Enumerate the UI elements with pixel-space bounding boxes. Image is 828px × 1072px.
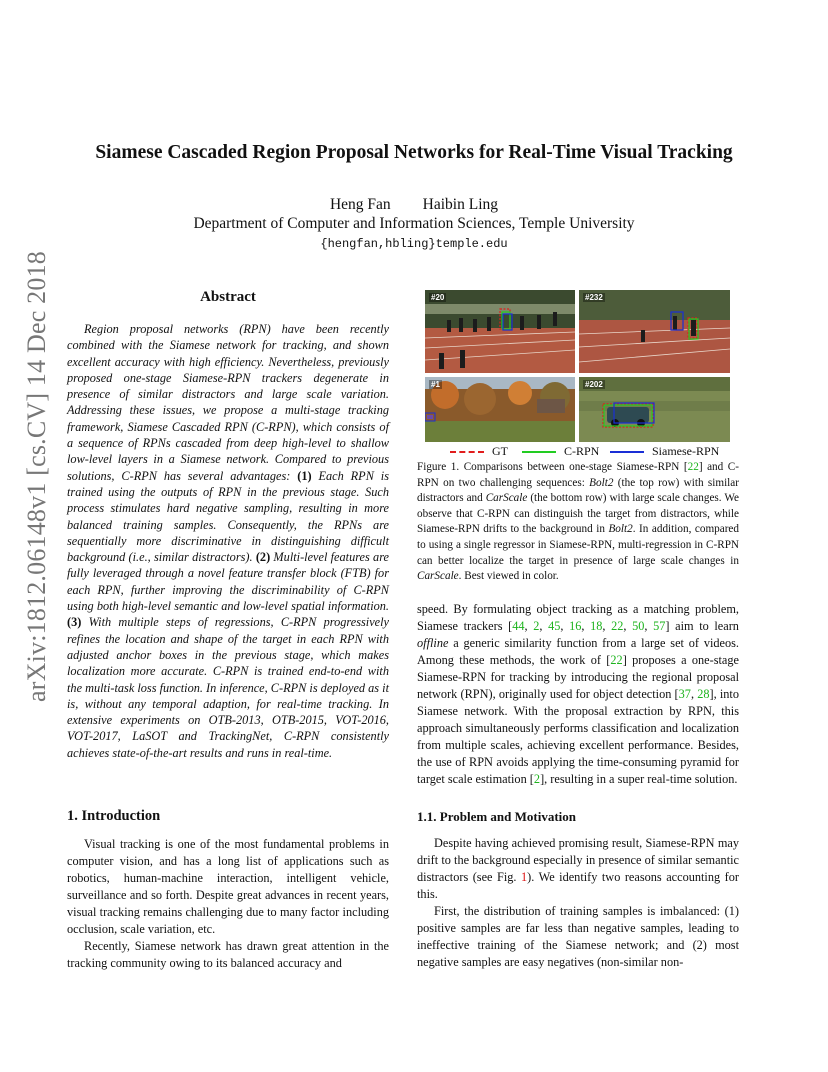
tracking-frame-image: [579, 290, 730, 373]
legend-line-solid: [610, 451, 644, 453]
right-column-text: [417, 601, 739, 788]
frame-number: #20: [431, 293, 445, 302]
abstract-heading: Abstract: [200, 289, 256, 305]
citation-link[interactable]: 57: [653, 619, 666, 633]
tracking-frame-image: [425, 290, 575, 373]
affiliation: Department of Computer and Information Sciences, Temple University: [193, 215, 635, 232]
text-span: ], into Siamese network. With the proposal extraction by RPN, this approach simultaneously performs classification and localization from multiple scales, achieving excellent performance. Besides, the use of RPN avoids applying the time-consuming pyramid for target scale estimation [: [417, 687, 739, 786]
figure-1: [425, 290, 730, 442]
abstract-span: Region proposal networks (RPN) have been recently combined with the Siamese network for tracking, and shown excellent accuracy with high efficiency. Nevertheless, previously proposed one-stage Siamese-RPN trackers degenerate in presence of similar distractors and large scale variation. Addressing these issues, we propose a multi-stage tracking framework, Siamese Cascaded RPN (C-RPN), which consists of a sequence of RPNs cascaded from deep high-level to shallow low-level layers in a Siamese network. Compared to previous solutions, C-RPN has several advantages:: [67, 322, 389, 483]
citation-link[interactable]: 18: [590, 619, 603, 633]
text-emphasis: offline: [417, 636, 449, 650]
legend-label: C-RPN: [564, 444, 600, 458]
section-heading-introduction: 1. Introduction: [67, 808, 161, 824]
introduction-text: [67, 836, 389, 972]
email[interactable]: {hengfan,hbling}temple.edu: [320, 237, 508, 251]
citation-link[interactable]: 22: [610, 653, 623, 667]
text-span: a generic similarity function from a large set of videos. Among these methods, the work of [: [417, 636, 739, 667]
caption-span: Figure 1. Comparisons between one-stage Siamese-RPN [: [417, 461, 688, 473]
caption-span: (the bottom row) with large scale changes. We observe that C-RPN can distinguish the target from distractors, while Siamese-RPN drifts to the background in: [417, 492, 739, 536]
citation-link[interactable]: 28: [697, 687, 710, 701]
citation-link[interactable]: 50: [632, 619, 645, 633]
text-span: speed. By formulating object tracking as a matching problem, Siamese trackers [: [417, 602, 739, 633]
caption-emphasis: Bolt2: [608, 523, 633, 536]
paragraph: First, the distribution of training samples is imbalanced: (1) positive samples are far less than negative samples, leading to ineffective training of the Siamese network; and (2) most negative samples are easy negatives (non-similar non-: [417, 904, 739, 969]
legend-label: Siamese-RPN: [652, 444, 720, 458]
figure-link[interactable]: 1: [520, 870, 528, 884]
abstract-span: Each RPN is trained using the outputs of RPN in the previous stage. Such process stimulates hard negative sampling, resulting in more balanced training samples. Consequently, the RPNs are sequentially more discriminative in distinguishing difficult background (i.e., similar distractors).: [67, 468, 390, 565]
frame-number: #232: [585, 293, 603, 302]
citation-link[interactable]: 45: [548, 619, 561, 633]
legend-label: GT: [492, 444, 508, 458]
author-name: Heng Fan: [329, 196, 391, 213]
caption-span: ] and C-RPN on two challenging sequences:: [417, 461, 739, 489]
authors: [0, 196, 828, 214]
subsection-heading: 1.1. Problem and Motivation: [417, 809, 577, 824]
citation-link[interactable]: 22: [611, 619, 624, 633]
text-span: ] aim to learn: [665, 619, 739, 633]
legend-line-dashed: [450, 451, 484, 453]
text-span: Despite having achieved promising result, Siamese-RPN may drift to the background especially in presence of similar semantic distractors (see Fig.: [417, 836, 739, 884]
citation-link[interactable]: 44: [512, 619, 525, 633]
caption-emphasis: CarScale: [417, 570, 459, 583]
legend-item-crpn: [522, 444, 599, 459]
paragraph: Recently, Siamese network has drawn great attention in the tracking community owing to its balanced accuracy and: [67, 939, 389, 970]
frame-number: #202: [585, 380, 603, 389]
caption-span: (the top row) with similar distractors and: [417, 476, 739, 505]
figure-caption: [417, 460, 739, 585]
frame-number: #1: [431, 380, 440, 389]
citation-link[interactable]: 16: [569, 619, 582, 633]
paragraph: speed. By formulating object tracking as a matching problem, Siamese trackers [44, 2, 45, 16, 18, 22, 50, 57] aim to learn offline a generic similarity function from a large set of videos. Among these methods, the work of [22] proposes a one-stage Siamese-RPN for tracking by introducing the regional proposal network (RPN), originally used for object detection [37, 28], into Siamese network. With the proposal extraction by RPN, this approach simultaneously performs classification and localization from multiple scales, achieving excellent performance. Besides, the use of RPN avoids applying the time-consuming pyramid for target scale estimation [2], resulting in a super real-time solution.: [417, 602, 739, 786]
legend-line-solid: [522, 451, 556, 453]
legend-item-siamese-rpn: [610, 444, 719, 459]
figure-legend: [450, 444, 740, 458]
abstract-text: [67, 321, 389, 761]
caption-span: . In addition, compared to using a single regressor in Siamese-RPN, multi-regression in C-RPN can better localize the target in presence of large scale changes in: [417, 523, 739, 567]
caption-span: . Best viewed in color.: [458, 570, 559, 583]
citation-link[interactable]: 2: [533, 619, 540, 633]
citation-link[interactable]: 37: [678, 687, 691, 701]
problem-motivation-text: [417, 835, 739, 971]
abstract-marker: (2): [255, 550, 271, 565]
abstract-marker: (1): [297, 468, 312, 483]
text-span: ], resulting in a super real-time solution.: [540, 772, 738, 786]
paragraph: Visual tracking is one of the most fundamental problems in computer vision, and has a long list of applications such as robotics, human-machine interaction, intelligent vehicle, surveillance and so forth. Despite great advances in recent years, visual tracking remains challenging due to many factor including occlusion, scale variation, etc.: [67, 837, 389, 936]
paper-title: Siamese Cascaded Region Proposal Networks for Real-Time Visual Tracking: [95, 142, 733, 163]
caption-emphasis: Bolt2: [589, 476, 614, 489]
abstract-marker: (3): [67, 615, 82, 630]
text-span: ] proposes a one-stage Siamese-RPN for tracking by introducing the regional proposal network (RPN), originally used for object detection [: [417, 653, 739, 701]
legend-item-gt: [450, 444, 508, 459]
tracking-frame-image: [579, 377, 730, 442]
abstract-span: Multi-level features are fully leveraged through a novel feature transfer block (FTB) for each RPN, further improving the discriminability of C-RPN using both high-level semantic and low-level spatial information.: [67, 550, 389, 614]
caption-emphasis: CarScale: [485, 492, 528, 505]
abstract-span: With multiple steps of regressions, C-RPN progressively refines the location and shape of the target in each RPN with adjusted anchor boxes in the previous stage, which makes localization more accurate. C-RPN is trained end-to-end with the multi-task loss function. In inference, C-RPN is deployed as it is, without any temporal adaption, for real-time tracking. In extensive experiments on OTB-2013, OTB-2015, VOT-2016, VOT-2017, LaSOT and TrackingNet, C-RPN consistently achieves state-of-the-art results and runs in real-time.: [67, 615, 389, 760]
arxiv-stamp: arXiv:1812.06148v1 [cs.CV] 14 Dec 2018: [22, 251, 51, 703]
citation-link[interactable]: 22: [687, 461, 699, 473]
paragraph: [417, 835, 739, 903]
author-name: Haibin Ling: [422, 196, 499, 213]
tracking-frame-image: [425, 377, 575, 442]
citation-link[interactable]: 2: [533, 772, 541, 786]
text-span: ). We identify two reasons accounting for this.: [417, 870, 739, 901]
